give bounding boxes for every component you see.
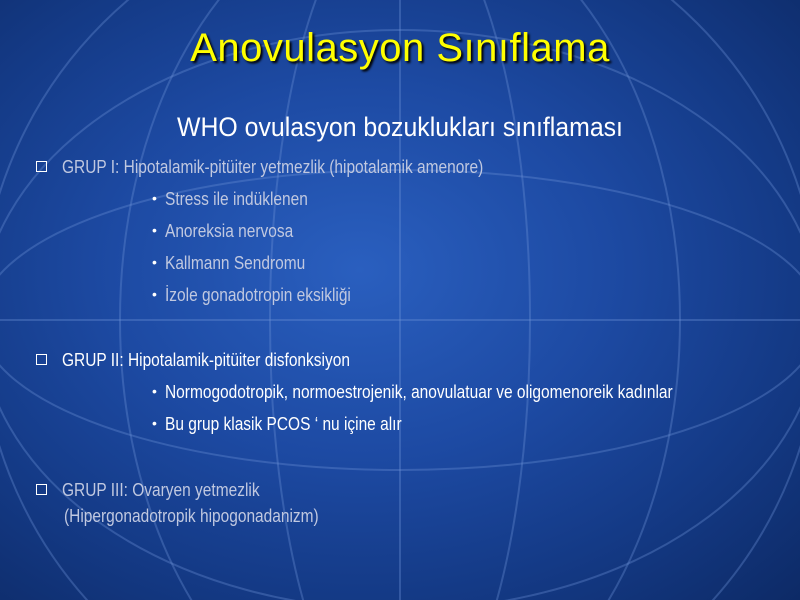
list-item-text: Bu grup klasik PCOS ‘ nu içine alır [164, 414, 402, 434]
bullet-icon: • [152, 222, 157, 238]
group-3-heading-line2-row [64, 506, 360, 527]
group-3-heading-line2: (Hipergonadotropik hipogonadanizm) [64, 506, 319, 526]
group-2-heading-row [36, 350, 397, 371]
group-1-heading-row [36, 157, 552, 178]
square-bullet-icon [36, 354, 47, 365]
square-bullet-icon [36, 484, 47, 495]
list-item-text: Anoreksia nervosa [164, 221, 294, 241]
bullet-icon: • [152, 286, 157, 302]
list-item [152, 221, 314, 242]
slide-title: Anovulasyon Sınıflama [190, 26, 610, 70]
list-item [152, 253, 328, 274]
group-2-heading: GRUP II: Hipotalamik-pitüiter disfonksiyon [62, 350, 350, 370]
group-1-heading: GRUP I: Hipotalamik-pitüiter yetmezlik (hipotalamik amenore) [62, 157, 484, 177]
group-3-heading: GRUP III: Ovaryen yetmezlik [62, 480, 260, 500]
group-3-heading-row [36, 480, 292, 501]
square-bullet-icon [36, 161, 47, 172]
list-item-text: Normogodotropik, normoestrojenik, anovulatuar ve oligomenoreik kadınlar [164, 382, 673, 402]
list-item-text: Stress ile indüklenen [164, 189, 308, 209]
list-item [152, 382, 755, 403]
slide-subtitle: WHO ovulasyon bozuklukları sınıflaması [177, 112, 623, 142]
list-item [152, 189, 331, 210]
list-item-text: Kallmann Sendromu [164, 253, 306, 273]
bullet-icon: • [152, 190, 157, 206]
bullet-icon: • [152, 383, 157, 399]
list-item [152, 285, 381, 306]
list-item [152, 414, 440, 435]
bullet-icon: • [152, 415, 157, 431]
bullet-icon: • [152, 254, 157, 270]
list-item-text: İzole gonadotropin eksikliği [164, 285, 351, 305]
